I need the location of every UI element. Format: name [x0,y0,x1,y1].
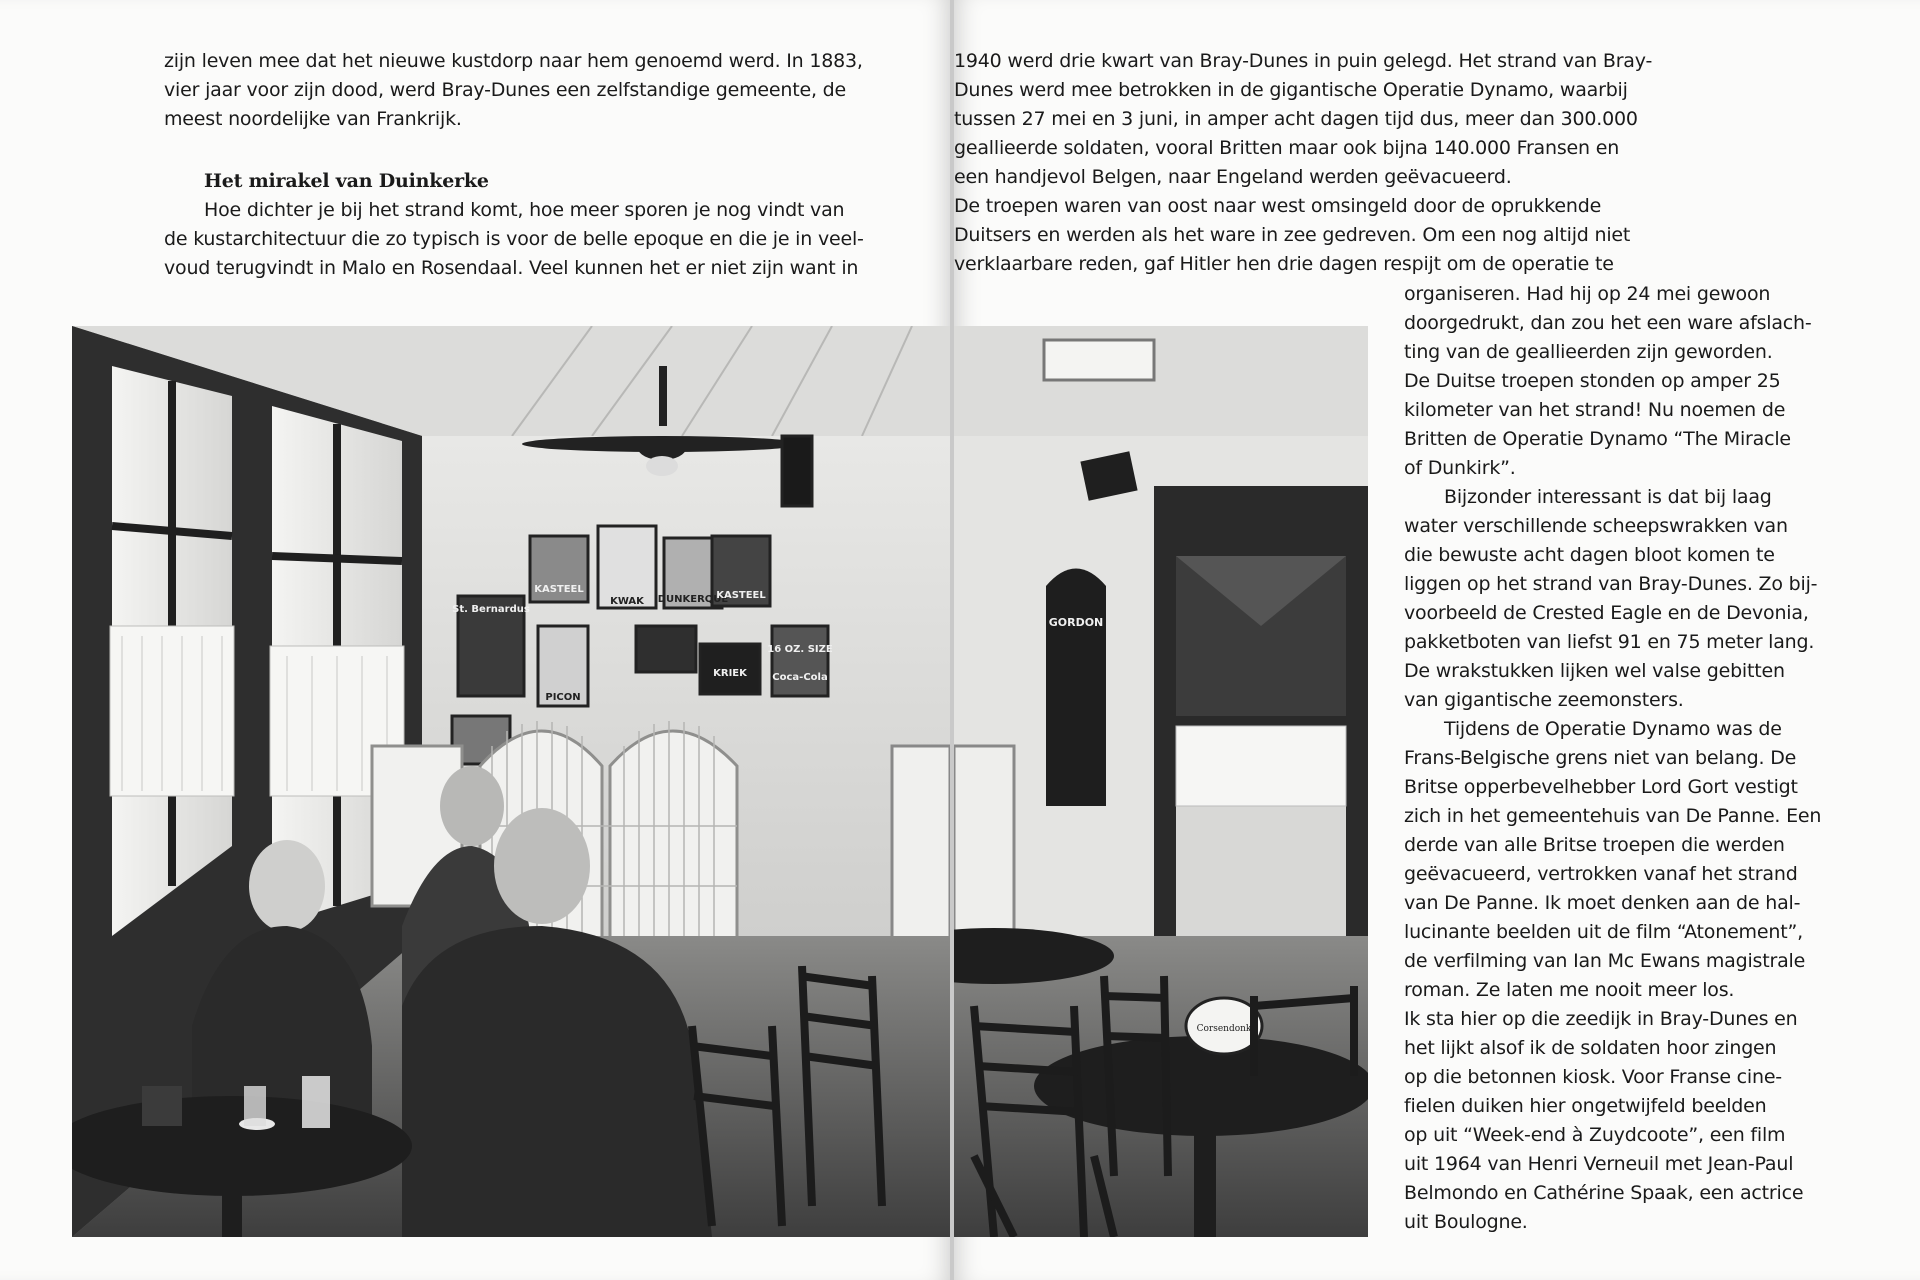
right-top-paragraph [954,47,1653,279]
sign-label: Corsendonk [1196,1024,1252,1034]
text-line: water verschillende scheepswrakken van [1404,515,1788,537]
text-line: 1940 werd drie kwart van Bray-Dunes in puin gelegd. Het strand van Bray- [954,50,1653,72]
text-line: Ik sta hier op die zeedijk in Bray-Dunes en [1404,1008,1798,1030]
text-line: geëvacueerd, vertrokken vanaf het strand [1404,863,1798,885]
text-line: of Dunkirk”. [1404,457,1516,479]
text-line: De troepen waren van oost naar west omsingeld door de oprukkende [954,195,1602,217]
sign-label: KASTEEL [716,590,766,601]
text-line: doorgedrukt, dan zou het een ware afslach- [1404,312,1812,334]
text-line: die bewuste acht dagen bloot komen te [1404,544,1775,566]
right-wrapped-column [1404,280,1821,1237]
text-line: voorbeeld de Crested Eagle en de Devonia, [1404,602,1809,624]
text-line: Belmondo en Cathérine Spaak, een actrice [1404,1182,1804,1204]
left-section [164,167,864,283]
sign-label: KRIEK [713,668,747,679]
cafe-photo-left [72,326,950,1237]
text-line: vier jaar voor zijn dood, werd Bray-Dunes een zelfstandige gemeente, de [164,79,846,101]
left-intro-paragraph [164,47,863,134]
section-heading: Het mirakel van Duinkerke [204,170,489,192]
text-line: uit Boulogne. [1404,1211,1528,1233]
sign-label: Coca-Cola [772,672,828,683]
text-line: meest noordelijke van Frankrijk. [164,108,462,130]
text-line: het lijkt alsof ik de soldaten hoor zingen [1404,1037,1777,1059]
text-line: Britse opperbevelhebber Lord Gort vestigt [1404,776,1798,798]
text-line: lucinante beelden uit de film “Atonement”, [1404,921,1803,943]
text-line: op die betonnen kiosk. Voor Franse cine- [1404,1066,1782,1088]
sign-label: DUNKERQUE [657,594,729,605]
text-line: Hoe dichter je bij het strand komt, hoe meer sporen je nog vindt van [204,199,845,221]
cafe-photo-right [954,326,1368,1237]
text-line: pakketboten van liefst 91 en 75 meter lang. [1404,631,1815,653]
text-line: voud terugvindt in Malo en Rosendaal. Veel kunnen het er niet zijn want in [164,257,859,279]
text-line: Tijdens de Operatie Dynamo was de [1444,718,1782,740]
text-line: de kustarchitectuur die zo typisch is voor de belle epoque en die je in veel- [164,228,864,250]
text-line: zijn leven mee dat het nieuwe kustdorp naar hem genoemd werd. In 1883, [164,50,863,72]
text-line: derde van alle Britse troepen die werden [1404,834,1785,856]
text-line: roman. Ze laten me nooit meer los. [1404,979,1735,1001]
text-line: tussen 27 mei en 3 juni, in amper acht dagen tijd dus, meer dan 300.000 [954,108,1638,130]
text-line: De Duitse troepen stonden op amper 25 [1404,370,1781,392]
text-line: Britten de Operatie Dynamo “The Miracle [1404,428,1791,450]
cafe-interior-illustration [72,326,950,1237]
sign-label: KASTEEL [534,584,584,595]
text-line: van gigantische zeemonsters. [1404,689,1684,711]
text-line: van De Panne. Ik moet denken aan de hal- [1404,892,1801,914]
text-line: zich in het gemeentehuis van De Panne. Een [1404,805,1822,827]
text-line: een handjevol Belgen, naar Engeland werden geëvacueerd. [954,166,1512,188]
sign-label: PICON [545,692,581,703]
sign-label: KWAK [610,596,644,607]
text-line: uit 1964 van Henri Verneuil met Jean-Paul [1404,1153,1794,1175]
text-line: organiseren. Had hij op 24 mei gewoon [1404,283,1771,305]
text-line: Frans-Belgische grens niet van belang. De [1404,747,1797,769]
text-line: liggen op het strand van Bray-Dunes. Zo bij- [1404,573,1818,595]
text-line: fielen duiken hier ongetwijfeld beelden [1404,1095,1767,1117]
text-line: De wrakstukken lijken wel valse gebitten [1404,660,1785,682]
text-line: de verfilming van Ian Mc Ewans magistrale [1404,950,1806,972]
text-line: ting van de geallieerden zijn geworden. [1404,341,1773,363]
text-line: verklaarbare reden, gaf Hitler hen drie dagen respijt om de operatie te [954,253,1614,275]
sign-label: 16 OZ. SIZE [767,644,833,655]
sign-label: GORDON [1048,616,1104,629]
cafe-interior-illustration-right [954,326,1368,1237]
text-line: Dunes werd mee betrokken in de gigantische Operatie Dynamo, waarbij [954,79,1628,101]
text-line: kilometer van het strand! Nu noemen de [1404,399,1786,421]
text-line: Duitsers en werden als het ware in zee gedreven. Om een nog altijd niet [954,224,1631,246]
sign-label: St. Bernardus [452,604,530,615]
text-line: Bijzonder interessant is dat bij laag [1444,486,1772,508]
text-line: op uit “Week-end à Zuydcoote”, een film [1404,1124,1786,1146]
text-line: geallieerde soldaten, vooral Britten maar ook bijna 140.000 Fransen en [954,137,1620,159]
